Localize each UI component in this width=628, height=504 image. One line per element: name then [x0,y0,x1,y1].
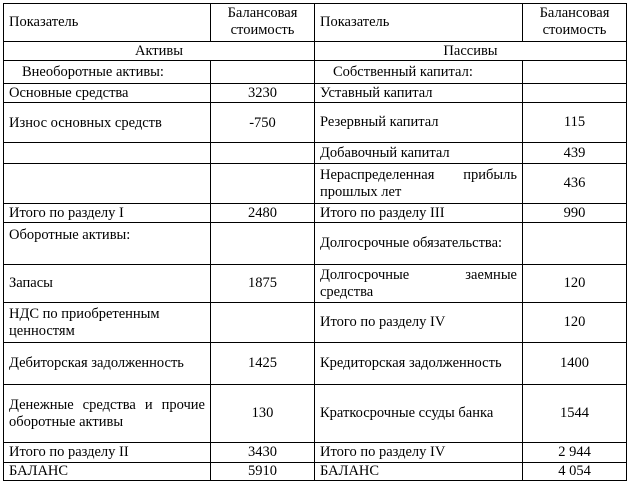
balance-table [3,3,627,481]
row-value-right: 4 054 [523,463,627,481]
row-value-left [211,61,315,84]
row-value-left: 130 [211,385,315,443]
table-row [4,103,627,143]
header-value-right: Балансовая стоимость [523,4,627,42]
row-value-left: 1425 [211,343,315,385]
row-value-right: 1544 [523,385,627,443]
row-label-left: Запасы [4,265,211,303]
section-assets: Активы [4,42,315,61]
row-label-left [4,143,211,164]
row-value-left [211,223,315,265]
row-value-right [523,61,627,84]
row-label-left: Дебиторская задолженность [4,343,211,385]
row-value-left: 1875 [211,265,315,303]
header-indicator-right: Показатель [315,4,523,42]
row-label-left: Итого по разделу I [4,204,211,223]
row-label-right: Уставный капитал [315,84,523,103]
row-value-right: 120 [523,303,627,343]
table-row [4,443,627,463]
row-label-right: Резервный капитал [315,103,523,143]
row-value-left: -750 [211,103,315,143]
table-row [4,303,627,343]
section-liabilities: Пассивы [315,42,627,61]
row-label-left: Основные средства [4,84,211,103]
table-row [4,223,627,265]
row-value-left: 2480 [211,204,315,223]
row-value-right: 120 [523,265,627,303]
row-label-left [4,164,211,204]
table-row [4,385,627,443]
row-label-right: Краткосрочные ссуды банка [315,385,523,443]
row-value-left [211,303,315,343]
table-row [4,143,627,164]
row-value-right: 436 [523,164,627,204]
row-label-left: Оборотные активы: [4,223,211,265]
table-row [4,265,627,303]
row-value-left [211,143,315,164]
row-label-left: НДС по приобретенным ценностям [4,303,211,343]
row-label-right: Долгосрочные обязательства: [315,223,523,265]
row-value-right: 990 [523,204,627,223]
row-label-right: Добавочный капитал [315,143,523,164]
row-label-right: Кредиторская задолженность [315,343,523,385]
row-value-right [523,84,627,103]
row-value-left: 3430 [211,443,315,463]
row-value-right: 115 [523,103,627,143]
row-label-right: БАЛАНС [315,463,523,481]
row-label-left: БАЛАНС [4,463,211,481]
row-label-right: Нераспределенная прибыль прошлых лет [315,164,523,204]
table-row [4,204,627,223]
row-label-right: Итого по разделу IV [315,303,523,343]
row-value-left [211,164,315,204]
row-value-right: 2 944 [523,443,627,463]
row-label-right: Собственный капитал: [315,61,523,84]
table-row [4,463,627,481]
row-label-left: Итого по разделу II [4,443,211,463]
row-value-left: 3230 [211,84,315,103]
table-row [4,61,627,84]
header-row [4,4,627,42]
header-indicator-left: Показатель [4,4,211,42]
row-value-left: 5910 [211,463,315,481]
row-label-left: Износ основных средств [4,103,211,143]
row-value-right [523,223,627,265]
row-label-right: Итого по разделу IV [315,443,523,463]
row-value-right: 1400 [523,343,627,385]
header-value-left: Балансовая стоимость [211,4,315,42]
balance-sheet [3,3,627,481]
row-value-right: 439 [523,143,627,164]
section-row [4,42,627,61]
row-label-left: Внеоборотные активы: [4,61,211,84]
row-label-right: Долгосрочные заемные средства [315,265,523,303]
table-row [4,343,627,385]
table-row [4,84,627,103]
table-row [4,164,627,204]
row-label-left: Денежные средства и прочие оборотные активы [4,385,211,443]
row-label-right: Итого по разделу III [315,204,523,223]
